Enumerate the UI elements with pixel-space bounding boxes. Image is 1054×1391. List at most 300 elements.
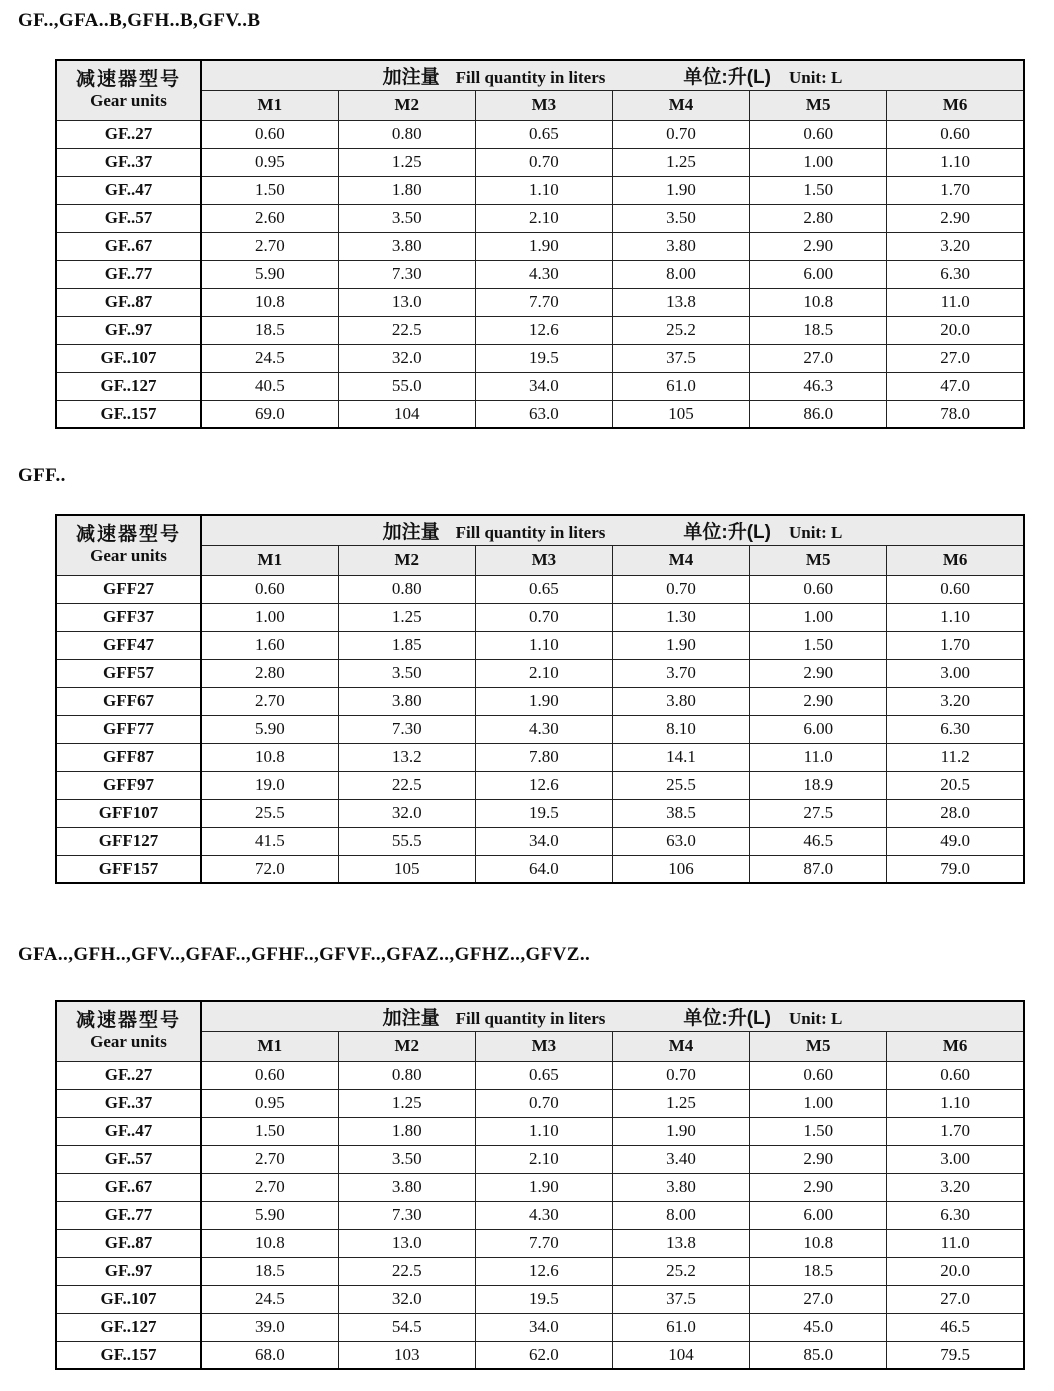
fill-value-cell: 0.60 <box>887 575 1024 603</box>
fill-value-cell: 2.90 <box>750 232 887 260</box>
gear-model-cell: GF..97 <box>56 316 201 344</box>
fill-value-cell: 61.0 <box>612 372 749 400</box>
fill-value-cell: 3.80 <box>338 232 475 260</box>
fill-value-cell: 63.0 <box>475 400 612 428</box>
fill-value-cell: 3.20 <box>887 232 1024 260</box>
table-row <box>56 603 1024 631</box>
fill-value-cell: 106 <box>612 855 749 883</box>
header-row-measures <box>56 545 1024 575</box>
table-row <box>56 631 1024 659</box>
fill-quantity-header-text <box>202 1003 1023 1030</box>
fill-value-cell: 10.8 <box>750 1229 887 1257</box>
fill-value-cell: 0.60 <box>201 120 338 148</box>
fill-value-cell: 10.8 <box>201 1229 338 1257</box>
fill-value-cell: 1.10 <box>475 1117 612 1145</box>
fill-value-cell: 39.0 <box>201 1313 338 1341</box>
fill-value-cell: 63.0 <box>612 827 749 855</box>
unit-label-en: Unit: L <box>788 1008 843 1028</box>
table-row <box>56 687 1024 715</box>
fill-value-cell: 0.95 <box>201 148 338 176</box>
fill-value-cell: 2.90 <box>887 204 1024 232</box>
fill-value-cell: 1.30 <box>612 603 749 631</box>
fill-value-cell: 0.65 <box>475 1061 612 1089</box>
fill-value-cell: 0.60 <box>887 120 1024 148</box>
fill-value-cell: 0.60 <box>750 575 887 603</box>
fill-value-cell: 55.0 <box>338 372 475 400</box>
table-row <box>56 288 1024 316</box>
fill-value-cell: 6.00 <box>750 715 887 743</box>
fill-value-cell: 1.90 <box>475 687 612 715</box>
fill-value-cell: 34.0 <box>475 1313 612 1341</box>
table-row <box>56 204 1024 232</box>
table-row <box>56 855 1024 883</box>
table-row <box>56 260 1024 288</box>
fill-quantity-header <box>201 60 1024 90</box>
gear-units-header <box>56 60 201 120</box>
fill-value-cell: 1.70 <box>887 176 1024 204</box>
fill-value-cell: 40.5 <box>201 372 338 400</box>
section-title: GFF.. <box>18 465 66 486</box>
fill-value-cell: 18.5 <box>201 316 338 344</box>
fill-value-cell: 13.0 <box>338 288 475 316</box>
fill-value-cell: 2.70 <box>201 232 338 260</box>
fill-value-cell: 0.80 <box>338 120 475 148</box>
fill-value-cell: 24.5 <box>201 344 338 372</box>
fill-value-cell: 27.0 <box>887 344 1024 372</box>
fill-value-cell: 0.80 <box>338 575 475 603</box>
table-row <box>56 148 1024 176</box>
fill-value-cell: 27.0 <box>750 344 887 372</box>
fill-value-cell: 25.5 <box>612 771 749 799</box>
fill-value-cell: 46.5 <box>887 1313 1024 1341</box>
table-row <box>56 372 1024 400</box>
fill-value-cell: 1.10 <box>475 176 612 204</box>
fill-value-cell: 105 <box>338 855 475 883</box>
table-row <box>56 400 1024 428</box>
section-title: GF..,GFA..B,GFH..B,GFV..B <box>18 10 261 31</box>
unit-label-cn: 单位:升(L) <box>683 66 771 88</box>
column-header-m5: M5 <box>750 90 887 120</box>
fill-value-cell: 4.30 <box>475 260 612 288</box>
column-header-m6: M6 <box>887 90 1024 120</box>
column-header-m4: M4 <box>612 545 749 575</box>
table-row <box>56 743 1024 771</box>
fill-value-cell: 1.90 <box>475 232 612 260</box>
table-row <box>56 1061 1024 1089</box>
fill-value-cell: 68.0 <box>201 1341 338 1369</box>
fill-value-cell: 69.0 <box>201 400 338 428</box>
section-title: GFA..,GFH..,GFV..,GFAF..,GFHF..,GFVF..,GFAZ..,GFHZ..,GFVZ.. <box>18 944 591 965</box>
fill-value-cell: 7.70 <box>475 1229 612 1257</box>
fill-value-cell: 11.0 <box>887 1229 1024 1257</box>
fill-value-cell: 1.90 <box>612 1117 749 1145</box>
fill-value-cell: 3.00 <box>887 659 1024 687</box>
fill-value-cell: 2.90 <box>750 1145 887 1173</box>
fill-value-cell: 3.80 <box>338 1173 475 1201</box>
fill-value-cell: 72.0 <box>201 855 338 883</box>
fill-value-cell: 20.0 <box>887 316 1024 344</box>
table-row <box>56 1089 1024 1117</box>
gear-model-cell: GF..77 <box>56 1201 201 1229</box>
fill-value-cell: 54.5 <box>338 1313 475 1341</box>
fill-value-cell: 46.5 <box>750 827 887 855</box>
fill-quantity-label-en: Fill quantity in liters <box>455 1008 606 1028</box>
fill-value-cell: 45.0 <box>750 1313 887 1341</box>
table-row <box>56 1313 1024 1341</box>
fill-quantity-table <box>55 514 1025 884</box>
fill-value-cell: 13.8 <box>612 288 749 316</box>
fill-value-cell: 25.2 <box>612 316 749 344</box>
column-header-m6: M6 <box>887 545 1024 575</box>
header-row-top <box>56 1001 1024 1031</box>
header-row-top <box>56 515 1024 545</box>
gear-model-cell: GF..27 <box>56 1061 201 1089</box>
fill-value-cell: 6.30 <box>887 715 1024 743</box>
table-row <box>56 1201 1024 1229</box>
fill-value-cell: 8.00 <box>612 1201 749 1229</box>
gear-model-cell: GFF27 <box>56 575 201 603</box>
fill-quantity-label-en: Fill quantity in liters <box>455 67 606 87</box>
fill-value-cell: 32.0 <box>338 1285 475 1313</box>
gear-model-cell: GF..107 <box>56 344 201 372</box>
fill-value-cell: 78.0 <box>887 400 1024 428</box>
fill-value-cell: 2.70 <box>201 1145 338 1173</box>
fill-value-cell: 0.60 <box>750 120 887 148</box>
fill-value-cell: 6.00 <box>750 260 887 288</box>
fill-value-cell: 18.5 <box>750 1257 887 1285</box>
fill-value-cell: 2.10 <box>475 204 612 232</box>
fill-value-cell: 10.8 <box>201 743 338 771</box>
fill-quantity-table <box>55 59 1025 429</box>
header-row-top <box>56 60 1024 90</box>
fill-value-cell: 27.5 <box>750 799 887 827</box>
fill-value-cell: 8.00 <box>612 260 749 288</box>
table-section <box>0 944 1054 1370</box>
fill-value-cell: 104 <box>338 400 475 428</box>
fill-value-cell: 24.5 <box>201 1285 338 1313</box>
fill-value-cell: 1.25 <box>338 148 475 176</box>
fill-value-cell: 1.50 <box>201 1117 338 1145</box>
fill-value-cell: 32.0 <box>338 799 475 827</box>
fill-value-cell: 1.25 <box>612 1089 749 1117</box>
fill-value-cell: 1.80 <box>338 1117 475 1145</box>
fill-value-cell: 4.30 <box>475 715 612 743</box>
fill-quantity-header-text <box>202 517 1023 544</box>
fill-value-cell: 2.80 <box>750 204 887 232</box>
column-header-m1: M1 <box>201 545 338 575</box>
column-header-m1: M1 <box>201 1031 338 1061</box>
fill-value-cell: 6.30 <box>887 1201 1024 1229</box>
column-header-m2: M2 <box>338 1031 475 1061</box>
fill-value-cell: 0.70 <box>475 603 612 631</box>
fill-value-cell: 3.50 <box>338 659 475 687</box>
fill-value-cell: 1.70 <box>887 1117 1024 1145</box>
fill-value-cell: 0.80 <box>338 1061 475 1089</box>
gear-model-cell: GF..97 <box>56 1257 201 1285</box>
fill-value-cell: 3.80 <box>612 232 749 260</box>
fill-value-cell: 3.50 <box>338 1145 475 1173</box>
fill-value-cell: 37.5 <box>612 1285 749 1313</box>
fill-value-cell: 1.10 <box>475 631 612 659</box>
fill-value-cell: 3.80 <box>612 687 749 715</box>
fill-value-cell: 47.0 <box>887 372 1024 400</box>
fill-value-cell: 2.60 <box>201 204 338 232</box>
gear-model-cell: GF..127 <box>56 372 201 400</box>
fill-value-cell: 18.5 <box>201 1257 338 1285</box>
gear-units-header-cn: 减速器型号 <box>75 523 181 545</box>
gear-units-header-en: Gear units <box>90 91 167 111</box>
fill-value-cell: 3.80 <box>612 1173 749 1201</box>
fill-value-cell: 20.5 <box>887 771 1024 799</box>
fill-value-cell: 3.00 <box>887 1145 1024 1173</box>
gear-model-cell: GF..87 <box>56 288 201 316</box>
fill-value-cell: 49.0 <box>887 827 1024 855</box>
fill-value-cell: 1.60 <box>201 631 338 659</box>
fill-quantity-header-text <box>202 62 1023 89</box>
fill-value-cell: 12.6 <box>475 771 612 799</box>
fill-value-cell: 1.50 <box>750 1117 887 1145</box>
fill-value-cell: 19.5 <box>475 799 612 827</box>
gear-units-header-en: Gear units <box>90 546 167 566</box>
gear-model-cell: GF..77 <box>56 260 201 288</box>
column-header-m5: M5 <box>750 545 887 575</box>
fill-value-cell: 3.50 <box>612 204 749 232</box>
gear-units-header-en: Gear units <box>90 1032 167 1052</box>
column-header-m2: M2 <box>338 90 475 120</box>
fill-quantity-header <box>201 515 1024 545</box>
fill-value-cell: 1.70 <box>887 631 1024 659</box>
table-row <box>56 1173 1024 1201</box>
fill-value-cell: 2.90 <box>750 659 887 687</box>
fill-value-cell: 1.25 <box>338 603 475 631</box>
fill-value-cell: 46.3 <box>750 372 887 400</box>
fill-value-cell: 61.0 <box>612 1313 749 1341</box>
fill-value-cell: 3.20 <box>887 1173 1024 1201</box>
gear-model-cell: GF..67 <box>56 1173 201 1201</box>
fill-value-cell: 1.50 <box>750 176 887 204</box>
fill-value-cell: 103 <box>338 1341 475 1369</box>
gear-units-header-cn: 减速器型号 <box>75 1009 181 1031</box>
fill-value-cell: 0.70 <box>612 120 749 148</box>
gear-model-cell: GFF47 <box>56 631 201 659</box>
column-header-m2: M2 <box>338 545 475 575</box>
fill-quantity-header <box>201 1001 1024 1031</box>
fill-value-cell: 1.50 <box>750 631 887 659</box>
gear-model-cell: GFF77 <box>56 715 201 743</box>
fill-value-cell: 14.1 <box>612 743 749 771</box>
fill-quantity-label-cn: 加注量 <box>382 66 440 88</box>
fill-value-cell: 1.00 <box>201 603 338 631</box>
fill-value-cell: 0.65 <box>475 120 612 148</box>
fill-value-cell: 34.0 <box>475 827 612 855</box>
fill-value-cell: 2.70 <box>201 687 338 715</box>
column-header-m3: M3 <box>475 90 612 120</box>
fill-value-cell: 8.10 <box>612 715 749 743</box>
table-section <box>0 10 1054 429</box>
fill-value-cell: 0.60 <box>887 1061 1024 1089</box>
fill-value-cell: 25.5 <box>201 799 338 827</box>
gear-units-header <box>56 1001 201 1061</box>
table-row <box>56 1341 1024 1369</box>
column-header-m6: M6 <box>887 1031 1024 1061</box>
fill-value-cell: 0.70 <box>612 1061 749 1089</box>
fill-value-cell: 18.5 <box>750 316 887 344</box>
fill-value-cell: 85.0 <box>750 1341 887 1369</box>
unit-label-cn: 单位:升(L) <box>683 1007 771 1029</box>
fill-value-cell: 1.25 <box>612 148 749 176</box>
fill-value-cell: 6.30 <box>887 260 1024 288</box>
fill-value-cell: 1.00 <box>750 1089 887 1117</box>
fill-value-cell: 37.5 <box>612 344 749 372</box>
fill-value-cell: 86.0 <box>750 400 887 428</box>
table-row <box>56 575 1024 603</box>
gear-model-cell: GF..47 <box>56 176 201 204</box>
table-row <box>56 1117 1024 1145</box>
fill-value-cell: 18.9 <box>750 771 887 799</box>
gear-model-cell: GFF87 <box>56 743 201 771</box>
fill-value-cell: 1.90 <box>612 176 749 204</box>
fill-value-cell: 2.10 <box>475 659 612 687</box>
header-row-measures <box>56 1031 1024 1061</box>
fill-value-cell: 7.80 <box>475 743 612 771</box>
column-header-m3: M3 <box>475 545 612 575</box>
gear-model-cell: GFF67 <box>56 687 201 715</box>
fill-value-cell: 1.10 <box>887 603 1024 631</box>
fill-value-cell: 0.60 <box>201 575 338 603</box>
gear-model-cell: GFF127 <box>56 827 201 855</box>
fill-value-cell: 3.20 <box>887 687 1024 715</box>
gear-model-cell: GFF107 <box>56 799 201 827</box>
gear-model-cell: GF..87 <box>56 1229 201 1257</box>
gear-units-header-cn: 减速器型号 <box>75 68 181 90</box>
fill-value-cell: 19.5 <box>475 344 612 372</box>
gear-model-cell: GF..57 <box>56 1145 201 1173</box>
fill-value-cell: 105 <box>612 400 749 428</box>
fill-value-cell: 11.0 <box>750 743 887 771</box>
gear-model-cell: GF..107 <box>56 1285 201 1313</box>
fill-value-cell: 7.30 <box>338 1201 475 1229</box>
gear-model-cell: GF..27 <box>56 120 201 148</box>
fill-value-cell: 11.0 <box>887 288 1024 316</box>
gear-units-header <box>56 515 201 575</box>
fill-value-cell: 32.0 <box>338 344 475 372</box>
fill-value-cell: 0.70 <box>475 148 612 176</box>
table-row <box>56 1145 1024 1173</box>
gear-model-cell: GF..67 <box>56 232 201 260</box>
fill-value-cell: 10.8 <box>750 288 887 316</box>
fill-value-cell: 22.5 <box>338 316 475 344</box>
fill-value-cell: 1.00 <box>750 148 887 176</box>
table-row <box>56 1285 1024 1313</box>
table-row <box>56 827 1024 855</box>
fill-value-cell: 0.65 <box>475 575 612 603</box>
fill-value-cell: 5.90 <box>201 715 338 743</box>
gear-model-cell: GF..47 <box>56 1117 201 1145</box>
fill-value-cell: 5.90 <box>201 1201 338 1229</box>
fill-value-cell: 0.95 <box>201 1089 338 1117</box>
table-row <box>56 659 1024 687</box>
gear-model-cell: GFF157 <box>56 855 201 883</box>
fill-value-cell: 5.90 <box>201 260 338 288</box>
fill-value-cell: 27.0 <box>887 1285 1024 1313</box>
fill-value-cell: 0.70 <box>475 1089 612 1117</box>
fill-value-cell: 2.10 <box>475 1145 612 1173</box>
column-header-m3: M3 <box>475 1031 612 1061</box>
fill-value-cell: 79.5 <box>887 1341 1024 1369</box>
unit-label-en: Unit: L <box>788 522 843 542</box>
fill-value-cell: 4.30 <box>475 1201 612 1229</box>
fill-value-cell: 3.50 <box>338 204 475 232</box>
fill-value-cell: 7.30 <box>338 715 475 743</box>
fill-value-cell: 27.0 <box>750 1285 887 1313</box>
fill-value-cell: 3.70 <box>612 659 749 687</box>
fill-value-cell: 13.2 <box>338 743 475 771</box>
fill-value-cell: 3.80 <box>338 687 475 715</box>
gear-model-cell: GF..157 <box>56 400 201 428</box>
fill-quantity-table <box>55 1000 1025 1370</box>
column-header-m1: M1 <box>201 90 338 120</box>
header-row-measures <box>56 90 1024 120</box>
gear-model-cell: GF..37 <box>56 148 201 176</box>
fill-value-cell: 62.0 <box>475 1341 612 1369</box>
fill-value-cell: 2.90 <box>750 687 887 715</box>
fill-value-cell: 7.70 <box>475 288 612 316</box>
fill-value-cell: 1.10 <box>887 148 1024 176</box>
fill-quantity-label-cn: 加注量 <box>382 521 440 543</box>
table-row <box>56 799 1024 827</box>
fill-quantity-label-en: Fill quantity in liters <box>455 522 606 542</box>
fill-value-cell: 3.40 <box>612 1145 749 1173</box>
gear-model-cell: GFF57 <box>56 659 201 687</box>
table-row <box>56 120 1024 148</box>
table-row <box>56 1229 1024 1257</box>
fill-value-cell: 1.25 <box>338 1089 475 1117</box>
fill-value-cell: 10.8 <box>201 288 338 316</box>
fill-value-cell: 22.5 <box>338 1257 475 1285</box>
fill-value-cell: 1.80 <box>338 176 475 204</box>
unit-label-cn: 单位:升(L) <box>683 521 771 543</box>
fill-value-cell: 104 <box>612 1341 749 1369</box>
fill-value-cell: 41.5 <box>201 827 338 855</box>
gear-model-cell: GF..157 <box>56 1341 201 1369</box>
fill-value-cell: 6.00 <box>750 1201 887 1229</box>
fill-value-cell: 1.50 <box>201 176 338 204</box>
fill-value-cell: 79.0 <box>887 855 1024 883</box>
fill-value-cell: 28.0 <box>887 799 1024 827</box>
fill-value-cell: 11.2 <box>887 743 1024 771</box>
table-row <box>56 344 1024 372</box>
fill-value-cell: 2.70 <box>201 1173 338 1201</box>
fill-value-cell: 0.60 <box>750 1061 887 1089</box>
fill-value-cell: 0.60 <box>201 1061 338 1089</box>
fill-value-cell: 0.70 <box>612 575 749 603</box>
fill-value-cell: 19.5 <box>475 1285 612 1313</box>
column-header-m4: M4 <box>612 1031 749 1061</box>
fill-value-cell: 2.90 <box>750 1173 887 1201</box>
table-row <box>56 1257 1024 1285</box>
fill-value-cell: 22.5 <box>338 771 475 799</box>
fill-value-cell: 25.2 <box>612 1257 749 1285</box>
table-row <box>56 176 1024 204</box>
gear-model-cell: GF..37 <box>56 1089 201 1117</box>
gear-model-cell: GF..57 <box>56 204 201 232</box>
fill-value-cell: 13.8 <box>612 1229 749 1257</box>
table-row <box>56 316 1024 344</box>
table-row <box>56 715 1024 743</box>
fill-value-cell: 34.0 <box>475 372 612 400</box>
fill-value-cell: 12.6 <box>475 316 612 344</box>
fill-value-cell: 1.90 <box>612 631 749 659</box>
